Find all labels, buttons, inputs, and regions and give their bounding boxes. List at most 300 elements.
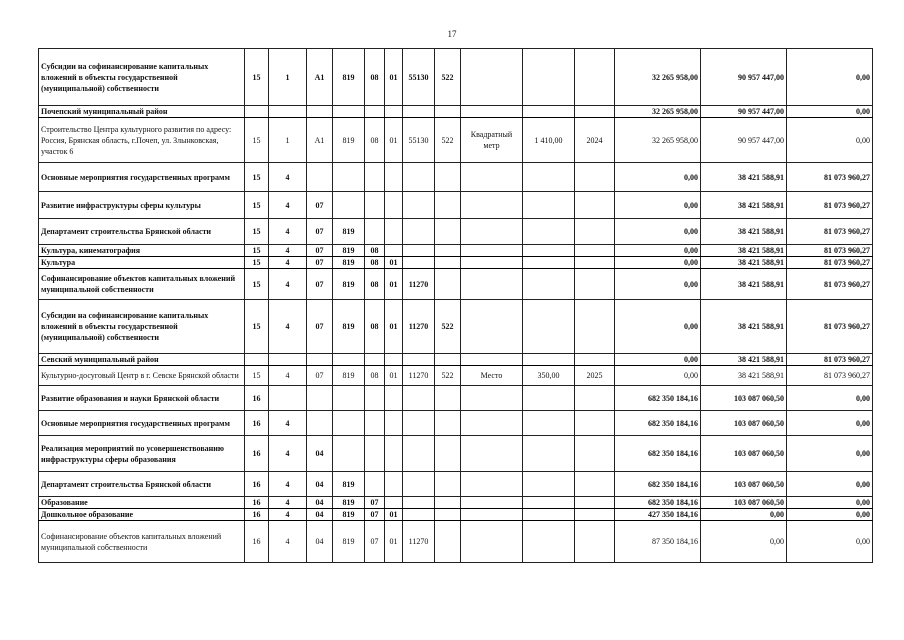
subprogram-cell: 4	[269, 366, 307, 386]
amount-1-cell: 0,00	[615, 366, 701, 386]
amount-1-cell: 0,00	[615, 257, 701, 269]
amount-2-cell: 0,00	[701, 521, 787, 563]
table-row	[39, 269, 873, 300]
table-row	[39, 118, 873, 163]
expense-direction-cell: 11270	[403, 300, 435, 354]
amount-2-cell: 38 421 588,91	[701, 163, 787, 192]
amount-3-cell: 0,00	[787, 509, 873, 521]
expense-direction-cell	[403, 436, 435, 472]
section-cell	[365, 219, 385, 245]
amount-2-cell: 38 421 588,91	[701, 354, 787, 366]
unit-cell	[461, 354, 523, 366]
project-cell: 04	[307, 521, 333, 563]
expense-direction-cell	[403, 497, 435, 509]
year-cell	[575, 192, 615, 219]
amount-2-cell: 38 421 588,91	[701, 257, 787, 269]
section-cell	[365, 411, 385, 436]
unit-cell	[461, 472, 523, 497]
expense-type-cell	[435, 472, 461, 497]
grbs-cell: 819	[333, 49, 365, 106]
name-cell: Культура	[39, 257, 245, 269]
unit-cell	[461, 257, 523, 269]
section-cell: 08	[365, 118, 385, 163]
name-cell: Департамент строительства Брянской области	[39, 219, 245, 245]
name-cell: Почепский муниципальный район	[39, 106, 245, 118]
grbs-cell	[333, 411, 365, 436]
year-cell	[575, 219, 615, 245]
name-cell: Субсидии на софинансирование капитальных вложений в объекты государственной (муниципальной) собственности	[39, 49, 245, 106]
amount-1-cell: 32 265 958,00	[615, 106, 701, 118]
capacity-cell	[523, 163, 575, 192]
amount-1-cell: 682 350 184,16	[615, 472, 701, 497]
program-cell: 15	[245, 118, 269, 163]
program-cell: 15	[245, 245, 269, 257]
amount-1-cell: 682 350 184,16	[615, 497, 701, 509]
subsection-cell	[385, 163, 403, 192]
project-cell: 07	[307, 366, 333, 386]
expense-type-cell: 522	[435, 366, 461, 386]
amount-1-cell: 0,00	[615, 192, 701, 219]
subsection-cell	[385, 192, 403, 219]
section-cell	[365, 163, 385, 192]
expense-type-cell	[435, 509, 461, 521]
program-cell: 16	[245, 497, 269, 509]
amount-2-cell: 103 087 060,50	[701, 436, 787, 472]
name-cell: Основные мероприятия государственных программ	[39, 163, 245, 192]
project-cell: 07	[307, 245, 333, 257]
table-row	[39, 386, 873, 411]
unit-cell	[461, 497, 523, 509]
name-cell: Севский муниципальный район	[39, 354, 245, 366]
table-row	[39, 300, 873, 354]
subsection-cell: 01	[385, 300, 403, 354]
year-cell	[575, 521, 615, 563]
capacity-cell: 350,00	[523, 366, 575, 386]
unit-cell: Квадратный метр	[461, 118, 523, 163]
expense-type-cell	[435, 257, 461, 269]
expense-type-cell	[435, 411, 461, 436]
unit-cell	[461, 219, 523, 245]
name-cell: Развитие образования и науки Брянской области	[39, 386, 245, 411]
amount-3-cell: 0,00	[787, 49, 873, 106]
name-cell: Культурно-досуговый Центр в г. Севске Брянской области	[39, 366, 245, 386]
expense-direction-cell	[403, 411, 435, 436]
table-row	[39, 192, 873, 219]
project-cell: 04	[307, 509, 333, 521]
amount-3-cell: 81 073 960,27	[787, 257, 873, 269]
project-cell: 07	[307, 269, 333, 300]
unit-cell	[461, 386, 523, 411]
expense-type-cell	[435, 269, 461, 300]
amount-3-cell: 81 073 960,27	[787, 163, 873, 192]
amount-2-cell: 38 421 588,91	[701, 300, 787, 354]
amount-2-cell: 90 957 447,00	[701, 106, 787, 118]
unit-cell	[461, 245, 523, 257]
name-cell: Строительство Центра культурного развития по адресу: Россия, Брянская область, г.Почеп, ул. Злынковская, участок 6	[39, 118, 245, 163]
section-cell: 07	[365, 521, 385, 563]
project-cell	[307, 163, 333, 192]
grbs-cell: 819	[333, 509, 365, 521]
amount-2-cell: 90 957 447,00	[701, 49, 787, 106]
amount-3-cell: 0,00	[787, 472, 873, 497]
grbs-cell	[333, 163, 365, 192]
grbs-cell: 819	[333, 219, 365, 245]
subsection-cell: 01	[385, 269, 403, 300]
amount-1-cell: 32 265 958,00	[615, 118, 701, 163]
program-cell	[245, 106, 269, 118]
table-row	[39, 411, 873, 436]
subsection-cell	[385, 354, 403, 366]
amount-3-cell: 0,00	[787, 521, 873, 563]
amount-1-cell: 32 265 958,00	[615, 49, 701, 106]
expense-direction-cell: 55130	[403, 49, 435, 106]
expense-type-cell	[435, 497, 461, 509]
grbs-cell: 819	[333, 269, 365, 300]
year-cell: 2025	[575, 366, 615, 386]
table-row	[39, 472, 873, 497]
section-cell	[365, 192, 385, 219]
amount-2-cell: 38 421 588,91	[701, 192, 787, 219]
expense-direction-cell	[403, 354, 435, 366]
project-cell: 07	[307, 192, 333, 219]
name-cell: Софинансирование объектов капитальных вложений муниципальной собственности	[39, 521, 245, 563]
grbs-cell	[333, 192, 365, 219]
grbs-cell	[333, 386, 365, 411]
year-cell	[575, 245, 615, 257]
subsection-cell: 01	[385, 257, 403, 269]
capacity-cell	[523, 245, 575, 257]
amount-2-cell: 90 957 447,00	[701, 118, 787, 163]
grbs-cell	[333, 354, 365, 366]
expense-type-cell: 522	[435, 49, 461, 106]
capacity-cell	[523, 257, 575, 269]
subprogram-cell: 4	[269, 472, 307, 497]
table-row	[39, 106, 873, 118]
amount-2-cell: 38 421 588,91	[701, 269, 787, 300]
amount-1-cell: 0,00	[615, 300, 701, 354]
subprogram-cell: 1	[269, 118, 307, 163]
program-cell: 15	[245, 192, 269, 219]
program-cell: 15	[245, 49, 269, 106]
unit-cell	[461, 49, 523, 106]
subprogram-cell: 4	[269, 411, 307, 436]
section-cell	[365, 106, 385, 118]
unit-cell	[461, 521, 523, 563]
amount-2-cell: 38 421 588,91	[701, 219, 787, 245]
grbs-cell	[333, 106, 365, 118]
capacity-cell	[523, 300, 575, 354]
table-row	[39, 366, 873, 386]
program-cell: 15	[245, 257, 269, 269]
table-row	[39, 219, 873, 245]
name-cell: Развитие инфраструктуры сферы культуры	[39, 192, 245, 219]
name-cell: Культура, кинематография	[39, 245, 245, 257]
program-cell: 16	[245, 436, 269, 472]
subprogram-cell: 4	[269, 163, 307, 192]
expense-type-cell	[435, 436, 461, 472]
expense-direction-cell	[403, 106, 435, 118]
amount-2-cell: 38 421 588,91	[701, 245, 787, 257]
year-cell: 2024	[575, 118, 615, 163]
name-cell: Реализация мероприятий по усовершенствованию инфраструктуры сферы образования	[39, 436, 245, 472]
project-cell: А1	[307, 49, 333, 106]
table-row	[39, 509, 873, 521]
section-cell: 08	[365, 245, 385, 257]
section-cell	[365, 472, 385, 497]
project-cell: А1	[307, 118, 333, 163]
project-cell	[307, 386, 333, 411]
amount-3-cell: 81 073 960,27	[787, 300, 873, 354]
table-row	[39, 245, 873, 257]
table-row	[39, 497, 873, 509]
amount-1-cell: 682 350 184,16	[615, 436, 701, 472]
expense-direction-cell	[403, 219, 435, 245]
year-cell	[575, 472, 615, 497]
project-cell	[307, 411, 333, 436]
table-row	[39, 354, 873, 366]
grbs-cell: 819	[333, 118, 365, 163]
year-cell	[575, 257, 615, 269]
grbs-cell: 819	[333, 497, 365, 509]
expense-direction-cell: 11270	[403, 521, 435, 563]
project-cell: 04	[307, 436, 333, 472]
amount-2-cell: 103 087 060,50	[701, 472, 787, 497]
name-cell: Субсидии на софинансирование капитальных вложений в объекты государственной (муниципальной) собственности	[39, 300, 245, 354]
year-cell	[575, 411, 615, 436]
unit-cell: Место	[461, 366, 523, 386]
grbs-cell: 819	[333, 521, 365, 563]
project-cell: 04	[307, 497, 333, 509]
unit-cell	[461, 192, 523, 219]
subsection-cell: 01	[385, 521, 403, 563]
amount-3-cell: 0,00	[787, 106, 873, 118]
expense-type-cell	[435, 106, 461, 118]
amount-1-cell: 0,00	[615, 354, 701, 366]
capacity-cell	[523, 354, 575, 366]
page-number: 17	[447, 29, 457, 39]
unit-cell	[461, 163, 523, 192]
expense-direction-cell	[403, 472, 435, 497]
section-cell	[365, 386, 385, 411]
section-cell: 08	[365, 300, 385, 354]
amount-1-cell: 0,00	[615, 219, 701, 245]
amount-3-cell: 0,00	[787, 411, 873, 436]
grbs-cell	[333, 436, 365, 472]
table-row	[39, 436, 873, 472]
section-cell: 07	[365, 509, 385, 521]
year-cell	[575, 386, 615, 411]
name-cell: Дошкольное образование	[39, 509, 245, 521]
section-cell: 08	[365, 49, 385, 106]
budget-table	[38, 48, 873, 563]
subprogram-cell: 4	[269, 219, 307, 245]
expense-type-cell	[435, 245, 461, 257]
subprogram-cell	[269, 386, 307, 411]
capacity-cell	[523, 386, 575, 411]
section-cell	[365, 436, 385, 472]
program-cell: 15	[245, 300, 269, 354]
program-cell: 15	[245, 366, 269, 386]
capacity-cell	[523, 192, 575, 219]
section-cell: 08	[365, 269, 385, 300]
year-cell	[575, 106, 615, 118]
expense-type-cell: 522	[435, 118, 461, 163]
amount-3-cell: 81 073 960,27	[787, 245, 873, 257]
name-cell: Департамент строительства Брянской области	[39, 472, 245, 497]
project-cell: 07	[307, 300, 333, 354]
grbs-cell: 819	[333, 366, 365, 386]
project-cell: 07	[307, 257, 333, 269]
name-cell: Основные мероприятия государственных программ	[39, 411, 245, 436]
subprogram-cell: 4	[269, 245, 307, 257]
expense-direction-cell	[403, 245, 435, 257]
expense-direction-cell: 55130	[403, 118, 435, 163]
expense-type-cell	[435, 354, 461, 366]
capacity-cell	[523, 269, 575, 300]
amount-3-cell: 81 073 960,27	[787, 192, 873, 219]
expense-type-cell: 522	[435, 300, 461, 354]
table-row	[39, 49, 873, 106]
unit-cell	[461, 106, 523, 118]
subsection-cell	[385, 245, 403, 257]
amount-1-cell: 0,00	[615, 163, 701, 192]
capacity-cell	[523, 497, 575, 509]
capacity-cell	[523, 49, 575, 106]
subsection-cell: 01	[385, 49, 403, 106]
subprogram-cell: 4	[269, 521, 307, 563]
capacity-cell	[523, 219, 575, 245]
expense-type-cell	[435, 192, 461, 219]
grbs-cell: 819	[333, 300, 365, 354]
subprogram-cell: 4	[269, 300, 307, 354]
capacity-cell	[523, 411, 575, 436]
grbs-cell: 819	[333, 472, 365, 497]
amount-2-cell: 0,00	[701, 509, 787, 521]
section-cell: 08	[365, 366, 385, 386]
project-cell	[307, 106, 333, 118]
table-row	[39, 521, 873, 563]
program-cell: 15	[245, 163, 269, 192]
program-cell: 16	[245, 411, 269, 436]
subsection-cell	[385, 472, 403, 497]
year-cell	[575, 300, 615, 354]
capacity-cell	[523, 106, 575, 118]
subprogram-cell	[269, 354, 307, 366]
expense-type-cell	[435, 521, 461, 563]
unit-cell	[461, 300, 523, 354]
subprogram-cell: 1	[269, 49, 307, 106]
program-cell: 16	[245, 386, 269, 411]
capacity-cell	[523, 436, 575, 472]
table-row	[39, 257, 873, 269]
grbs-cell: 819	[333, 245, 365, 257]
amount-3-cell: 0,00	[787, 497, 873, 509]
project-cell	[307, 354, 333, 366]
amount-1-cell: 0,00	[615, 245, 701, 257]
subprogram-cell: 4	[269, 257, 307, 269]
subprogram-cell	[269, 106, 307, 118]
amount-1-cell: 682 350 184,16	[615, 411, 701, 436]
amount-1-cell: 427 350 184,16	[615, 509, 701, 521]
table-row	[39, 163, 873, 192]
year-cell	[575, 269, 615, 300]
program-cell: 15	[245, 219, 269, 245]
capacity-cell	[523, 521, 575, 563]
expense-direction-cell	[403, 257, 435, 269]
amount-2-cell: 103 087 060,50	[701, 386, 787, 411]
subsection-cell	[385, 386, 403, 411]
expense-direction-cell	[403, 192, 435, 219]
capacity-cell	[523, 509, 575, 521]
expense-type-cell	[435, 386, 461, 411]
unit-cell	[461, 436, 523, 472]
amount-3-cell: 0,00	[787, 436, 873, 472]
unit-cell	[461, 411, 523, 436]
amount-3-cell: 81 073 960,27	[787, 366, 873, 386]
subprogram-cell: 4	[269, 497, 307, 509]
project-cell: 07	[307, 219, 333, 245]
amount-1-cell: 87 350 184,16	[615, 521, 701, 563]
amount-1-cell: 0,00	[615, 269, 701, 300]
year-cell	[575, 509, 615, 521]
expense-direction-cell: 11270	[403, 366, 435, 386]
amount-2-cell: 38 421 588,91	[701, 366, 787, 386]
subprogram-cell: 4	[269, 509, 307, 521]
unit-cell	[461, 269, 523, 300]
amount-3-cell: 0,00	[787, 386, 873, 411]
expense-direction-cell	[403, 386, 435, 411]
capacity-cell: 1 410,00	[523, 118, 575, 163]
section-cell: 08	[365, 257, 385, 269]
expense-direction-cell: 11270	[403, 269, 435, 300]
program-cell: 16	[245, 472, 269, 497]
subsection-cell: 01	[385, 118, 403, 163]
year-cell	[575, 354, 615, 366]
program-cell: 15	[245, 269, 269, 300]
subsection-cell	[385, 411, 403, 436]
amount-3-cell: 81 073 960,27	[787, 219, 873, 245]
project-cell: 04	[307, 472, 333, 497]
amount-3-cell: 81 073 960,27	[787, 269, 873, 300]
amount-2-cell: 103 087 060,50	[701, 411, 787, 436]
name-cell: Софинансирование объектов капитальных вложений муниципальной собственности	[39, 269, 245, 300]
subprogram-cell: 4	[269, 436, 307, 472]
year-cell	[575, 49, 615, 106]
year-cell	[575, 436, 615, 472]
subsection-cell: 01	[385, 509, 403, 521]
name-cell: Образование	[39, 497, 245, 509]
amount-1-cell: 682 350 184,16	[615, 386, 701, 411]
amount-3-cell: 0,00	[787, 118, 873, 163]
subsection-cell	[385, 436, 403, 472]
program-cell	[245, 354, 269, 366]
section-cell	[365, 354, 385, 366]
unit-cell	[461, 509, 523, 521]
expense-direction-cell	[403, 509, 435, 521]
grbs-cell: 819	[333, 257, 365, 269]
subprogram-cell: 4	[269, 192, 307, 219]
year-cell	[575, 163, 615, 192]
subsection-cell	[385, 106, 403, 118]
subsection-cell: 01	[385, 366, 403, 386]
subsection-cell	[385, 219, 403, 245]
expense-type-cell	[435, 219, 461, 245]
year-cell	[575, 497, 615, 509]
amount-3-cell: 81 073 960,27	[787, 354, 873, 366]
section-cell: 07	[365, 497, 385, 509]
expense-type-cell	[435, 163, 461, 192]
program-cell: 16	[245, 509, 269, 521]
